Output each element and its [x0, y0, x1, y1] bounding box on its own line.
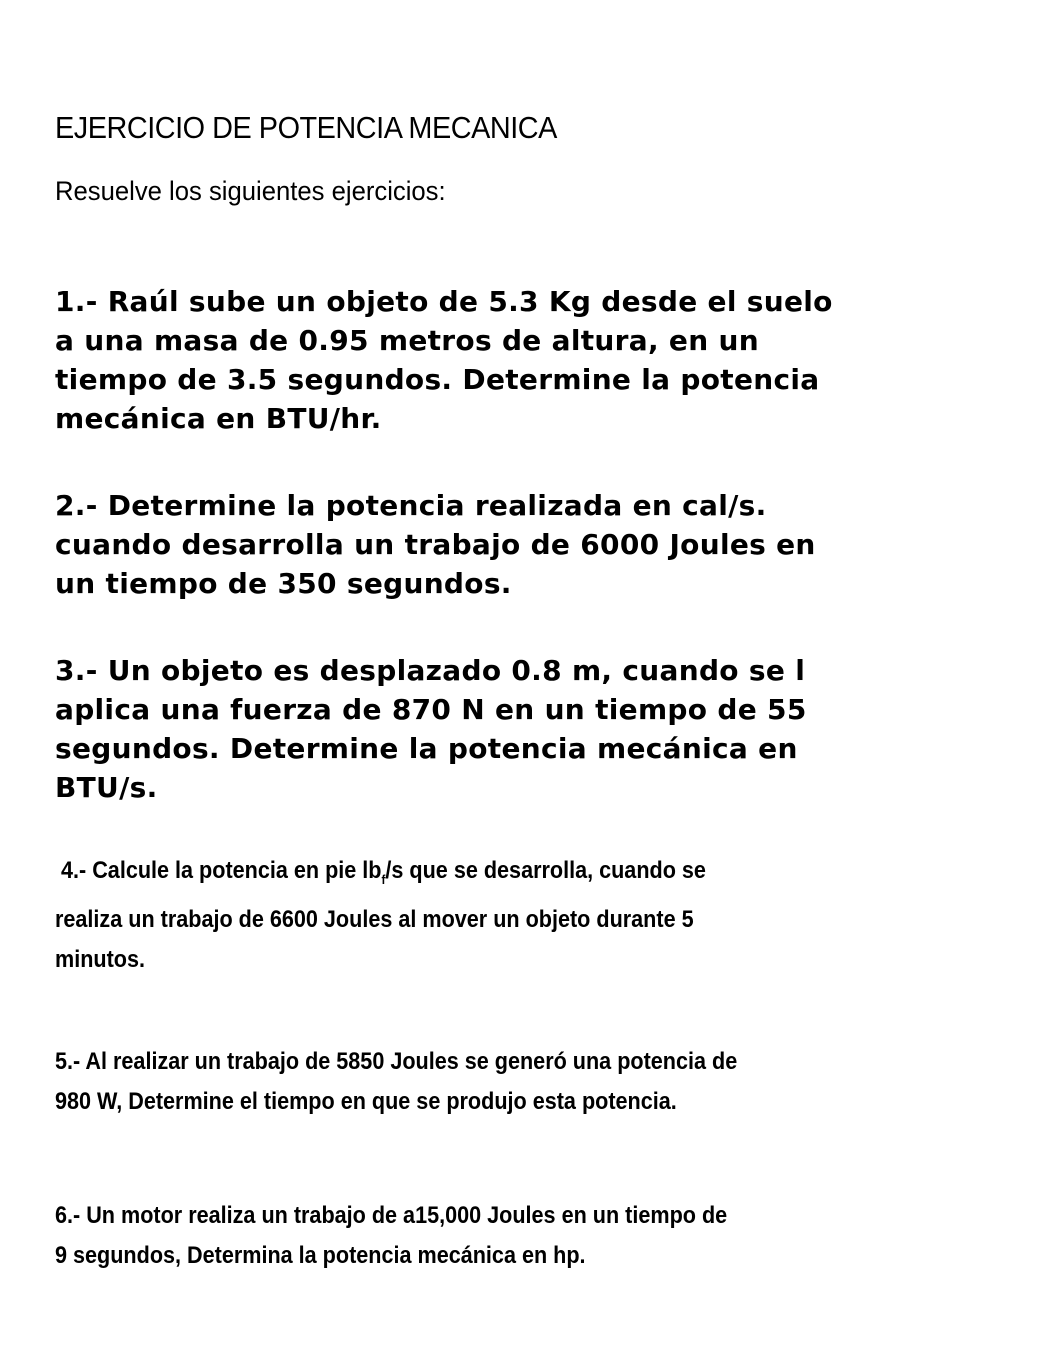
- exercise-5: [55, 1042, 737, 1122]
- document-title: EJERCICIO DE POTENCIA MECANICA: [55, 110, 557, 145]
- text: /s que se desarrolla, cuando se: [385, 857, 706, 884]
- exercise-line: [55, 851, 706, 900]
- exercise-line: cuando desarrolla un trabajo de 6000 Joules en: [55, 528, 816, 561]
- exercise-line: realiza un trabajo de 6600 Joules al mover un objeto durante 5: [55, 905, 694, 933]
- exercise-line: BTU/s.: [55, 771, 158, 804]
- exercise-line: a una masa de 0.95 metros de altura, en un: [55, 324, 759, 357]
- exercise-2: [55, 486, 816, 603]
- exercise-line: mecánica en BTU/hr.: [55, 402, 382, 435]
- exercise-line: un tiempo de 350 segundos.: [55, 567, 512, 600]
- exercise-line: 2.- Determine la potencia realizada en cal/s.: [55, 489, 767, 522]
- exercise-line: tiempo de 3.5 segundos. Determine la potencia: [55, 363, 820, 396]
- exercise-3: [55, 651, 807, 807]
- exercise-4: [55, 851, 706, 980]
- exercise-line: aplica una fuerza de 870 N en un tiempo de 55: [55, 693, 807, 726]
- text: 4.- Calcule la potencia en pie lb: [55, 857, 382, 884]
- exercise-line: 6.- Un motor realiza un trabajo de a15,000 Joules en un tiempo de: [55, 1202, 728, 1229]
- exercise-line: 980 W, Determine el tiempo en que se produjo esta potencia.: [55, 1088, 677, 1115]
- exercise-line: segundos. Determine la potencia mecánica en: [55, 732, 798, 765]
- exercise-line: 1.- Raúl sube un objeto de 5.3 Kg desde el suelo: [55, 285, 833, 318]
- exercise-line: 5.- Al realizar un trabajo de 5850 Joules se generó una potencia de: [55, 1048, 738, 1075]
- exercise-line: 9 segundos, Determina la potencia mecánica en hp.: [55, 1242, 586, 1269]
- instructions: Resuelve los siguientes ejercicios:: [55, 176, 446, 206]
- subscript: f: [381, 871, 386, 887]
- exercise-line: minutos.: [55, 945, 145, 973]
- exercise-1: [55, 282, 833, 438]
- exercise-line: 3.- Un objeto es desplazado 0.8 m, cuando se l: [55, 654, 806, 687]
- exercise-6: [55, 1196, 727, 1276]
